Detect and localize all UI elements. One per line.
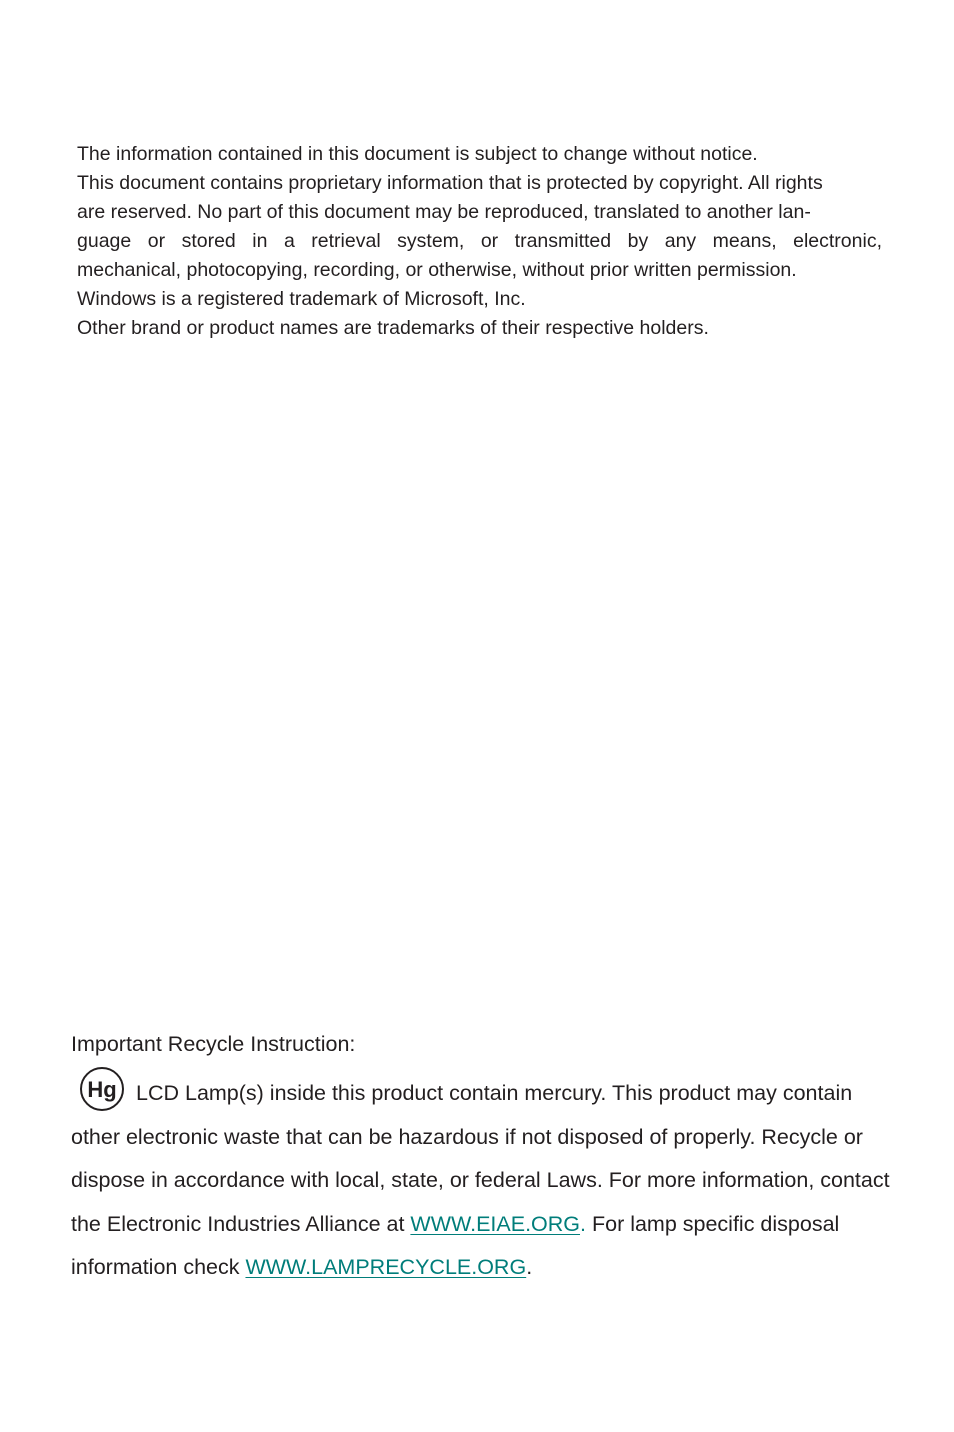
notice-line-permission: mechanical, photocopying, recording, or otherwise, without prior written permission. xyxy=(77,259,797,281)
notice-line-other-trademarks: Other brand or product names are trademarks of their respective holders. xyxy=(77,317,709,339)
eiae-link[interactable]: WWW.EIAE.ORG xyxy=(410,1211,581,1236)
recycle-instruction xyxy=(71,1028,901,1290)
notice-line-copyright: This document contains proprietary information that is protected by copyright. All rights xyxy=(77,172,823,194)
notice-line-retrieval: guage or stored in a retrieval system, or transmitted by any means, electronic, xyxy=(77,230,882,252)
notice-line-windows-trademark: Windows is a registered trademark of Microsoft, Inc. xyxy=(77,288,526,310)
recycle-text-end: . xyxy=(526,1255,533,1279)
mercury-hg-icon: Hg xyxy=(80,1067,124,1111)
lamprecycle-link[interactable]: WWW.LAMPRECYCLE.ORG xyxy=(245,1255,527,1279)
recycle-text-main: LCD Lamp(s) inside this product contain mercury. This product may contain other electronic waste that can be hazardous if not disposed of properly. Recycle or dispose in accordance with local, state, or federal Laws. For more information, contact the Electronic Industries Alliance at xyxy=(71,1081,890,1236)
recycle-heading: Important Recycle Instruction: xyxy=(71,1032,356,1056)
recycle-body xyxy=(71,1072,901,1290)
eiae-link-period: . xyxy=(580,1211,586,1236)
notice-line-reserved: are reserved. No part of this document may be reproduced, translated to another lan- xyxy=(77,201,811,223)
notice-line-change: The information contained in this document is subject to change without notice. xyxy=(77,143,758,165)
recycle-text-lamp: For lamp specific disposal information check xyxy=(71,1211,840,1279)
copyright-notice xyxy=(77,140,882,343)
